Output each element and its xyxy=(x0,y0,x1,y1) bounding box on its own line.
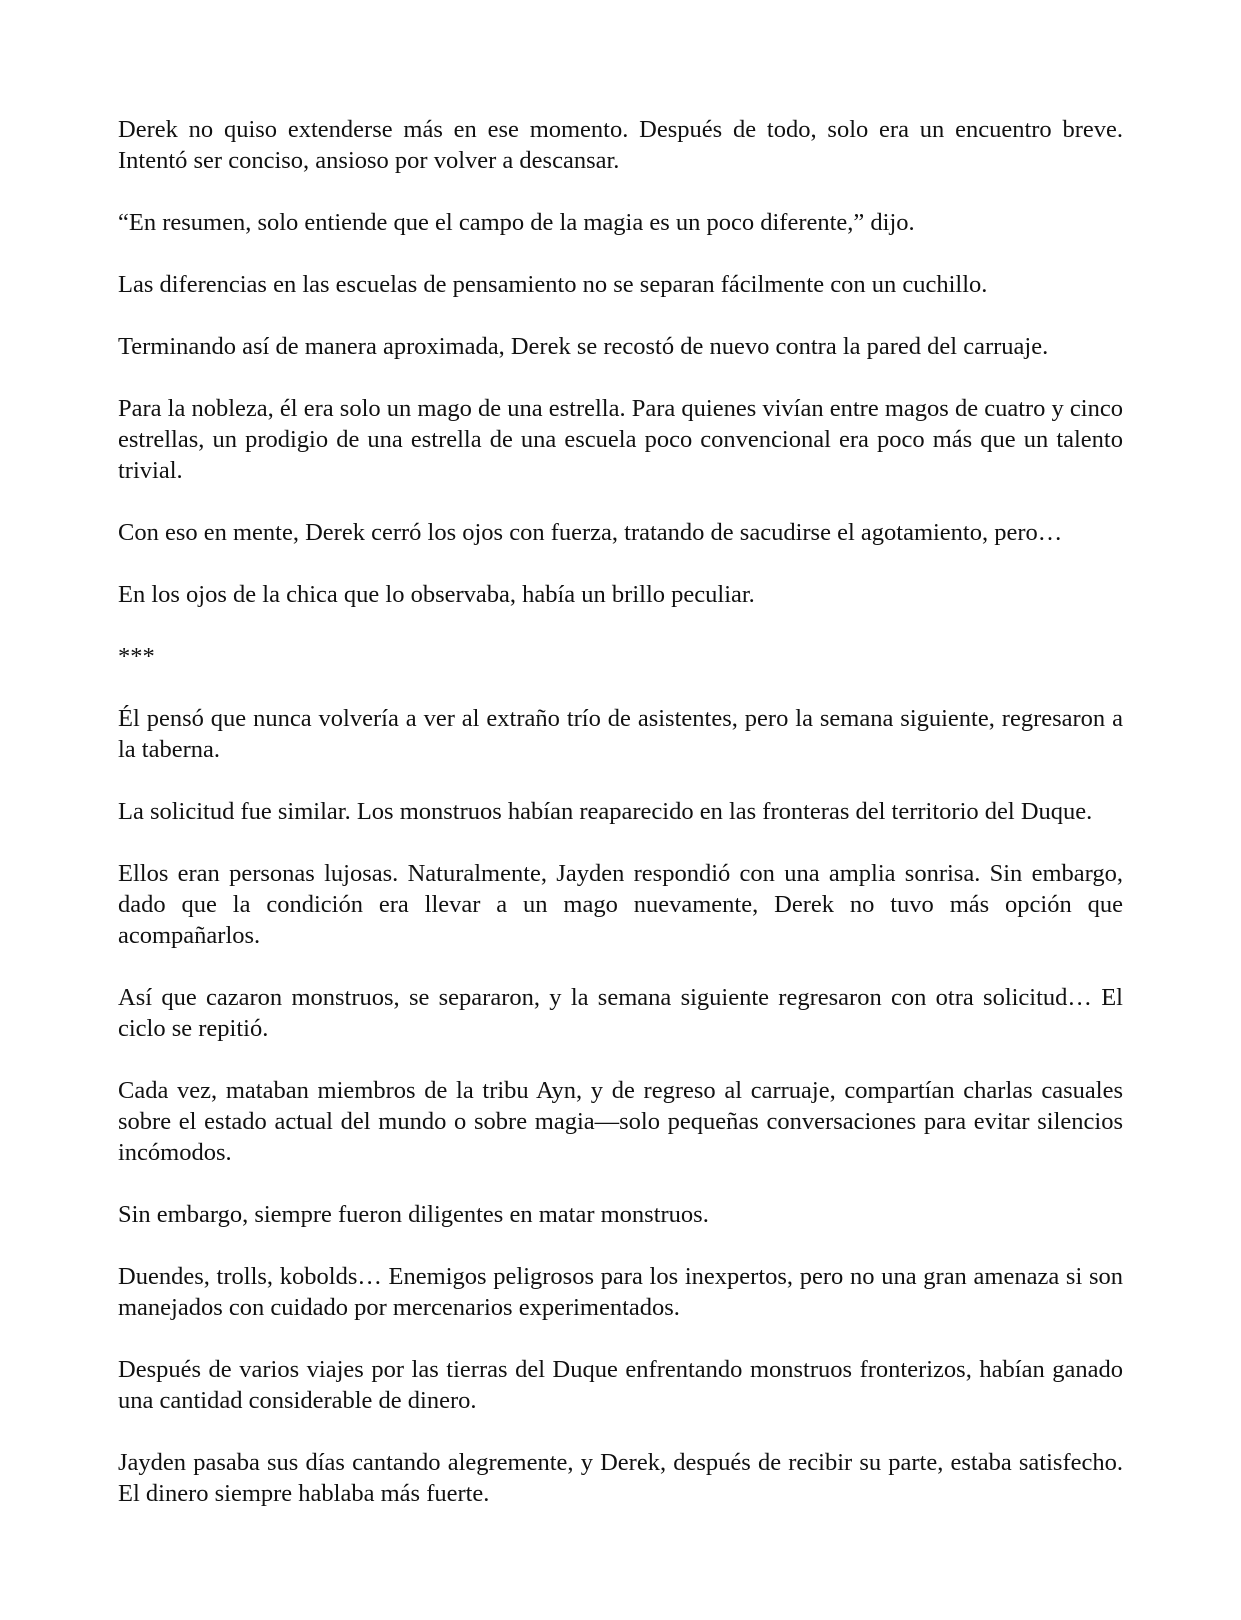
paragraph-4: Terminando así de manera aproximada, Derek se recostó de nuevo contra la pared del carruaje. xyxy=(118,333,1049,360)
paragraph-13: Sin embargo, siempre fueron diligentes en matar monstruos. xyxy=(118,1201,709,1228)
paragraph-7: En los ojos de la chica que lo observaba, había un brillo peculiar. xyxy=(118,581,755,608)
paragraph-1: Derek no quiso extenderse más en ese momento. Después de todo, solo era un encuentro breve. Intentó ser conciso, ansioso por volver a descansar. xyxy=(118,116,1123,174)
paragraph-10: Ellos eran personas lujosas. Naturalmente, Jayden respondió con una amplia sonrisa. Sin embargo, dado que la condición era llevar a un mago nuevamente, Derek no tuvo más opción que acompañarlos. xyxy=(118,860,1123,949)
document-page xyxy=(118,114,1123,1540)
paragraph-12: Cada vez, mataban miembros de la tribu Ayn, y de regreso al carruaje, compartían charlas casuales sobre el estado actual del mundo o sobre magia—solo pequeñas conversaciones para evitar silencios incómodos. xyxy=(118,1077,1123,1166)
paragraph-8: Él pensó que nunca volvería a ver al extraño trío de asistentes, pero la semana siguiente, regresaron a la taberna. xyxy=(118,705,1123,763)
paragraph-15: Después de varios viajes por las tierras del Duque enfrentando monstruos fronterizos, habían ganado una cantidad considerable de dinero. xyxy=(118,1356,1123,1414)
paragraph-6: Con eso en mente, Derek cerró los ojos con fuerza, tratando de sacudirse el agotamiento, pero… xyxy=(118,519,1063,546)
paragraph-9: La solicitud fue similar. Los monstruos habían reaparecido en las fronteras del territorio del Duque. xyxy=(118,798,1093,825)
scene-break: *** xyxy=(118,643,155,670)
paragraph-16: Jayden pasaba sus días cantando alegremente, y Derek, después de recibir su parte, estaba satisfecho. El dinero siempre hablaba más fuerte. xyxy=(118,1449,1123,1507)
paragraph-11: Así que cazaron monstruos, se separaron, y la semana siguiente regresaron con otra solicitud… El ciclo se repitió. xyxy=(118,984,1123,1042)
paragraph-3: Las diferencias en las escuelas de pensamiento no se separan fácilmente con un cuchillo. xyxy=(118,271,988,298)
paragraph-5: Para la nobleza, él era solo un mago de una estrella. Para quienes vivían entre magos de cuatro y cinco estrellas, un prodigio de una estrella de una escuela poco convencional era poco más que un talento trivial. xyxy=(118,395,1123,484)
paragraph-2: “En resumen, solo entiende que el campo de la magia es un poco diferente,” dijo. xyxy=(118,209,915,236)
paragraph-14: Duendes, trolls, kobolds… Enemigos peligrosos para los inexpertos, pero no una gran amenaza si son manejados con cuidado por mercenarios experimentados. xyxy=(118,1263,1123,1321)
